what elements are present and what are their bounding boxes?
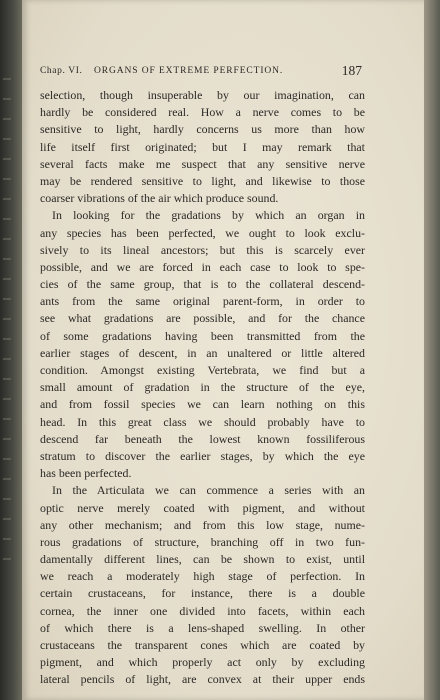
text-line: several facts make me suspect that any sensitive nerve xyxy=(40,156,365,171)
text-line: sensitive to light, hardly concerns us more than how xyxy=(40,122,365,137)
running-header xyxy=(40,64,362,80)
text-line: of which there is a lens-shaped swelling. In other xyxy=(40,620,365,635)
text-line: of some gradations having been transmitted from the xyxy=(40,328,365,343)
text-line: crustaceans the transparent cones which are coated by xyxy=(40,638,365,652)
book-spine-edge xyxy=(0,0,22,700)
running-title: ORGANS OF EXTREME PERFECTION. xyxy=(94,66,284,76)
text-line: ants from the same original parent-form, in order to xyxy=(40,294,365,309)
spine-texture xyxy=(3,60,11,560)
text-line: we reach a moderately high stage of perfection. In xyxy=(40,569,365,584)
text-line: any species has been perfected, we ought to look exclu- xyxy=(40,225,365,240)
text-line: and from fossil species we can learn nothing on this xyxy=(40,397,365,412)
text-line: earlier stages of descent, in an unaltered or little altered xyxy=(40,345,365,360)
text-line: possible, and we are forced in each case to look to spe- xyxy=(40,259,365,274)
text-line: descend far beneath the lowest known fossiliferous xyxy=(40,431,365,446)
chapter-label: Chap. VI. xyxy=(40,66,83,76)
page-stack-edge xyxy=(424,0,440,700)
text-line: pigment, and which properly act only by excluding xyxy=(40,655,365,670)
text-line: has been perfected. xyxy=(40,466,132,481)
text-line: rous gradations of structure, branching off in two fun- xyxy=(40,534,365,549)
body-text xyxy=(40,87,365,689)
text-line: head. In this great class we should probably have to xyxy=(40,414,365,429)
text-line: selection, though insuperable by our imagination, can xyxy=(40,88,365,102)
text-line: In the Articulata we can commence a series with an xyxy=(52,483,365,498)
text-line: may be rendered sensitive to light, and likewise to those xyxy=(40,173,365,188)
text-line: cies of the same group, that is to the collateral descend- xyxy=(40,277,365,292)
text-line: life itself first originated; but I may remark that xyxy=(40,139,365,154)
text-line: optic nerve merely coated with pigment, and without xyxy=(40,500,365,515)
text-line: see what gradations are possible, and for the chance xyxy=(40,311,365,326)
text-line: condition. Amongst existing Vertebrata, we find but a xyxy=(40,363,365,377)
text-line: coarser vibrations of the air which produce sound. xyxy=(40,191,279,206)
text-line: lateral pencils of light, are convex at their upper ends xyxy=(40,672,365,687)
text-line: sively to its lineal ancestors; but this is scarcely ever xyxy=(40,242,365,257)
text-line: small amount of gradation in the structure of the eye, xyxy=(40,380,365,395)
text-line: damentally different lines, can be shown to exist, until xyxy=(40,552,365,567)
text-line: certain crustaceans, for instance, there is a double xyxy=(40,586,365,601)
text-line: any other mechanism; and from this low stage, nume- xyxy=(40,517,365,532)
text-line: In looking for the gradations by which an organ in xyxy=(52,208,365,223)
text-line: stratum to discover the earlier stages, by which the eye xyxy=(40,448,365,463)
page-number: 187 xyxy=(341,63,362,78)
text-line: cornea, the inner one divided into facets, within each xyxy=(40,603,365,618)
text-line: hardly be considered real. How a nerve comes to be xyxy=(40,105,365,120)
